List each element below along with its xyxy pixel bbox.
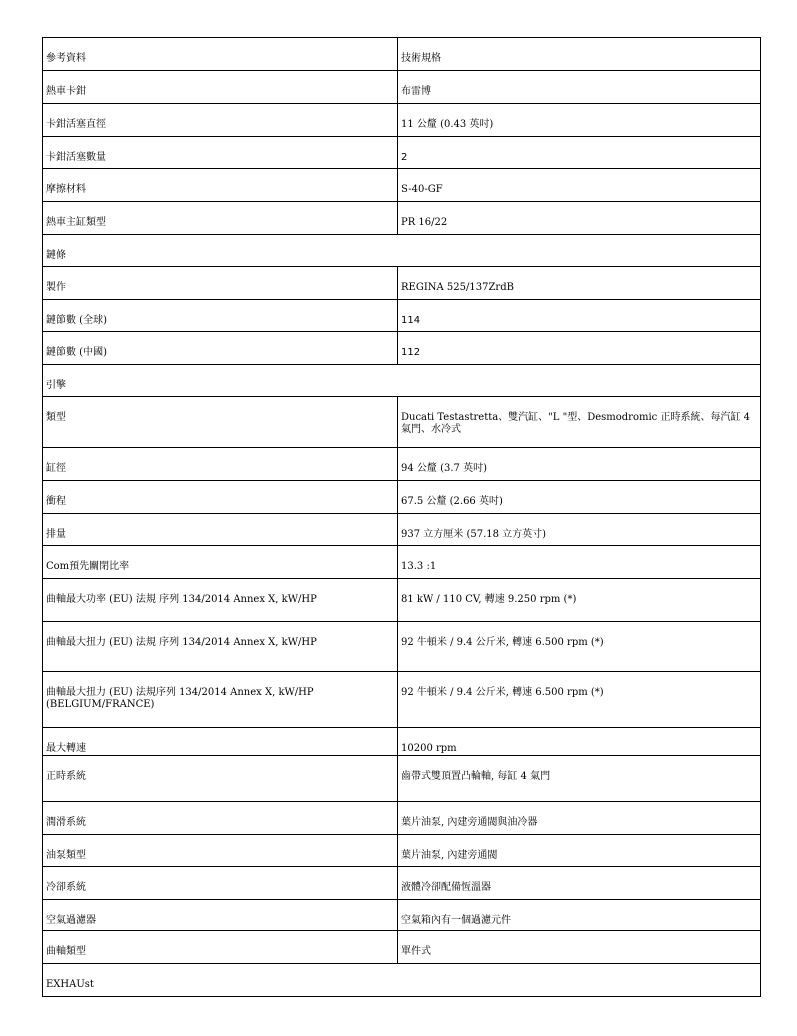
- spec-value: 81 kW / 110 CV, 轉速 9.250 rpm (*): [398, 579, 761, 622]
- spec-label: 曲軸最大扭力 (EU) 法規 序列 134/2014 Annex X, kW/HP: [43, 622, 398, 672]
- spec-label: 冷卻系統: [43, 867, 398, 900]
- section-header-row: [43, 235, 761, 267]
- table-row: [43, 202, 761, 235]
- table-row: [43, 622, 761, 672]
- table-row: [43, 481, 761, 514]
- spec-value: Ducati Testastretta、雙汽缸、"L "型、Desmodromic 正時系統、每汽缸 4 氣門、水冷式: [398, 397, 761, 448]
- table-row: [43, 835, 761, 867]
- spec-label: 參考資料: [43, 38, 398, 71]
- spec-value: 齒帶式雙頂置凸輪軸, 每缸 4 氣門: [398, 756, 761, 802]
- table-row: [43, 867, 761, 900]
- spec-label: 潤滑系統: [43, 802, 398, 835]
- spec-label: 鏈節數 (全球): [43, 300, 398, 332]
- spec-label: 油泵類型: [43, 835, 398, 867]
- spec-value: REGINA 525/137ZrdB: [398, 267, 761, 300]
- spec-value: 937 立方厘米 (57.18 立方英寸): [398, 514, 761, 546]
- table-row: [43, 300, 761, 332]
- spec-label: 摩擦材料: [43, 169, 398, 202]
- table-row: [43, 931, 761, 964]
- spec-label: 製作: [43, 267, 398, 300]
- spec-value: 布雷博: [398, 71, 761, 104]
- table-row: [43, 546, 761, 579]
- table-row: [43, 397, 761, 448]
- spec-value: 114: [398, 300, 761, 332]
- table-row: [43, 579, 761, 622]
- spec-label: 正時系統: [43, 756, 398, 802]
- spec-label: 最大轉速: [43, 728, 398, 756]
- spec-value: 2: [398, 137, 761, 169]
- spec-label: 鏈節數 (中國): [43, 332, 398, 365]
- section-header-row: [43, 964, 761, 997]
- spec-table: [42, 37, 761, 997]
- spec-label: 卡鉗活塞數量: [43, 137, 398, 169]
- spec-value: 11 公釐 (0.43 英吋): [398, 104, 761, 137]
- spec-value: 液體冷卻配備恆溫器: [398, 867, 761, 900]
- spec-value: 67.5 公釐 (2.66 英吋): [398, 481, 761, 514]
- spec-label: 曲軸最大扭力 (EU) 法規序列 134/2014 Annex X, kW/HP (BELGIUM/FRANCE): [43, 672, 398, 728]
- spec-value: 葉片油泵, 內建旁通閥: [398, 835, 761, 867]
- spec-value: S-40-GF: [398, 169, 761, 202]
- table-row: [43, 71, 761, 104]
- table-row: [43, 267, 761, 300]
- spec-value: 94 公釐 (3.7 英吋): [398, 448, 761, 481]
- table-row: [43, 514, 761, 546]
- spec-label: 衝程: [43, 481, 398, 514]
- spec-value: 92 牛頓米 / 9.4 公斤米, 轉速 6.500 rpm (*): [398, 672, 761, 728]
- spec-label: 熱車卡鉗: [43, 71, 398, 104]
- table-row: [43, 756, 761, 802]
- spec-label: 排量: [43, 514, 398, 546]
- spec-label: 空氣過濾器: [43, 900, 398, 931]
- table-row: [43, 137, 761, 169]
- spec-label: 類型: [43, 397, 398, 448]
- table-row: [43, 332, 761, 365]
- spec-value: 92 牛頓米 / 9.4 公斤米, 轉速 6.500 rpm (*): [398, 622, 761, 672]
- spec-label: 曲軸類型: [43, 931, 398, 964]
- spec-table-body: [43, 38, 761, 997]
- spec-value: 技術規格: [398, 38, 761, 71]
- table-row: [43, 802, 761, 835]
- section-title: 鏈條: [43, 235, 761, 267]
- spec-label: 卡鉗活塞直徑: [43, 104, 398, 137]
- table-row: [43, 672, 761, 728]
- section-header-row: [43, 365, 761, 397]
- table-row: [43, 900, 761, 931]
- table-row: [43, 38, 761, 71]
- table-row: [43, 104, 761, 137]
- spec-value: 13.3 :1: [398, 546, 761, 579]
- spec-value: 10200 rpm: [398, 728, 761, 756]
- spec-label: 曲軸最大功率 (EU) 法規 序列 134/2014 Annex X, kW/HP: [43, 579, 398, 622]
- spec-value: 單件式: [398, 931, 761, 964]
- table-row: [43, 728, 761, 756]
- spec-label: Com預先關閉比率: [43, 546, 398, 579]
- section-title: 引擎: [43, 365, 761, 397]
- spec-value: 葉片油泵, 內建旁通閥與油冷器: [398, 802, 761, 835]
- table-row: [43, 169, 761, 202]
- spec-value: PR 16/22: [398, 202, 761, 235]
- table-row: [43, 448, 761, 481]
- section-title: EXHAUst: [43, 964, 761, 997]
- spec-label: 熱車主缸類型: [43, 202, 398, 235]
- spec-label: 缸徑: [43, 448, 398, 481]
- spec-value: 112: [398, 332, 761, 365]
- spec-value: 空氣箱內有一個過濾元件: [398, 900, 761, 931]
